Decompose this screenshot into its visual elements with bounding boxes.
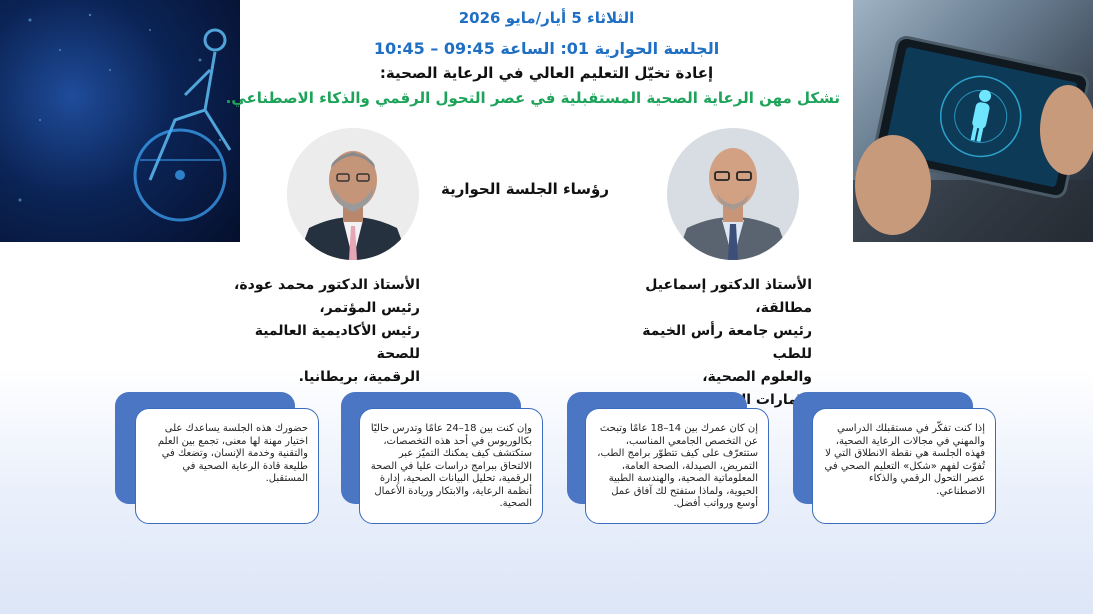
info-card-3: إن كان عمرك بين 14–18 عامًا وتبحث عن التخصص الجامعي المناسب، ستتعرّف على كيف تتطوّر برامج الطب، التمريض، الصيدلة، الصحة العامة، المعلوماتية الصحية، والهندسة الطبية الحيوية، ولماذا ستفتح لك آفاق عمل أوسع ورواتب أفضل. — [585, 408, 769, 524]
chair-left-org: رئيس الأكاديمية العالمية للصحة — [254, 323, 420, 362]
event-date: الثلاثاء 5 أيار/مايو 2026 — [458, 9, 635, 27]
ai-wheelchair-image — [0, 0, 240, 242]
info-card-1: حضورك هذه الجلسة يساعدك على اختيار مهنة لها معنى، تجمع بين العلم والتقنية وخدمة الإنسان، وتضعك في طليعة قادة الرعاية الصحية في المستقبل. — [135, 408, 319, 524]
chair-right-role: رئيس جامعة رأس الخيمة للطب — [642, 323, 812, 362]
info-card-2: وإن كنت بين 18–24 عامًا وتدرس حاليًا بكالوريوس في أحد هذه التخصصات، ستكتشف كيف يمكنك التميّز عبر الالتحاق ببرامج دراسات عليا في الصحة الرقمية، تحليل البيانات الصحية، إدارة أنظمة الرعاية، والابتكار وريادة الأعمال الصحية. — [359, 408, 543, 524]
chair-left-role: رئيس المؤتمر، — [319, 300, 420, 316]
chair-left-avatar — [287, 128, 419, 260]
chairs-label: رؤساء الجلسة الحوارية — [440, 180, 610, 198]
info-card-4: إذا كنت تفكّر في مستقبلك الدراسي والمهني في مجالات الرعاية الصحية، فهذه الجلسة هي نقطة الانطلاق التي لا تُفوّت لفهم «شكل» التعليم الصحي في عصر التحول الرقمي والذكاء الاصطناعي. — [812, 408, 996, 524]
chair-right-role-cont: والعلوم الصحية، — [702, 369, 812, 385]
chair-right-country: الإمارات — [755, 392, 812, 408]
chair-left-info — [230, 274, 420, 389]
chair-left-name: الأستاذ الدكتور محمد عودة، — [234, 277, 420, 293]
session-subtitle: تشكل مهن الرعاية الصحية المستقبلية في عصر التحول الرقمي والذكاء الاصطناعي. — [225, 89, 840, 107]
chair-right-name: الأستاذ الدكتور إسماعيل مطالقة، — [645, 277, 812, 316]
chair-right-avatar — [667, 128, 799, 260]
session-title: إعادة تخيّل التعليم العالي في الرعاية الصحية: — [379, 64, 714, 82]
session-time: الجلسة الحوارية 01: الساعة 09:45 – 10:45 — [373, 39, 720, 58]
digital-tablet-image — [853, 0, 1093, 242]
chair-left-org-cont: الرقمية، بريطانيا. — [298, 369, 420, 385]
